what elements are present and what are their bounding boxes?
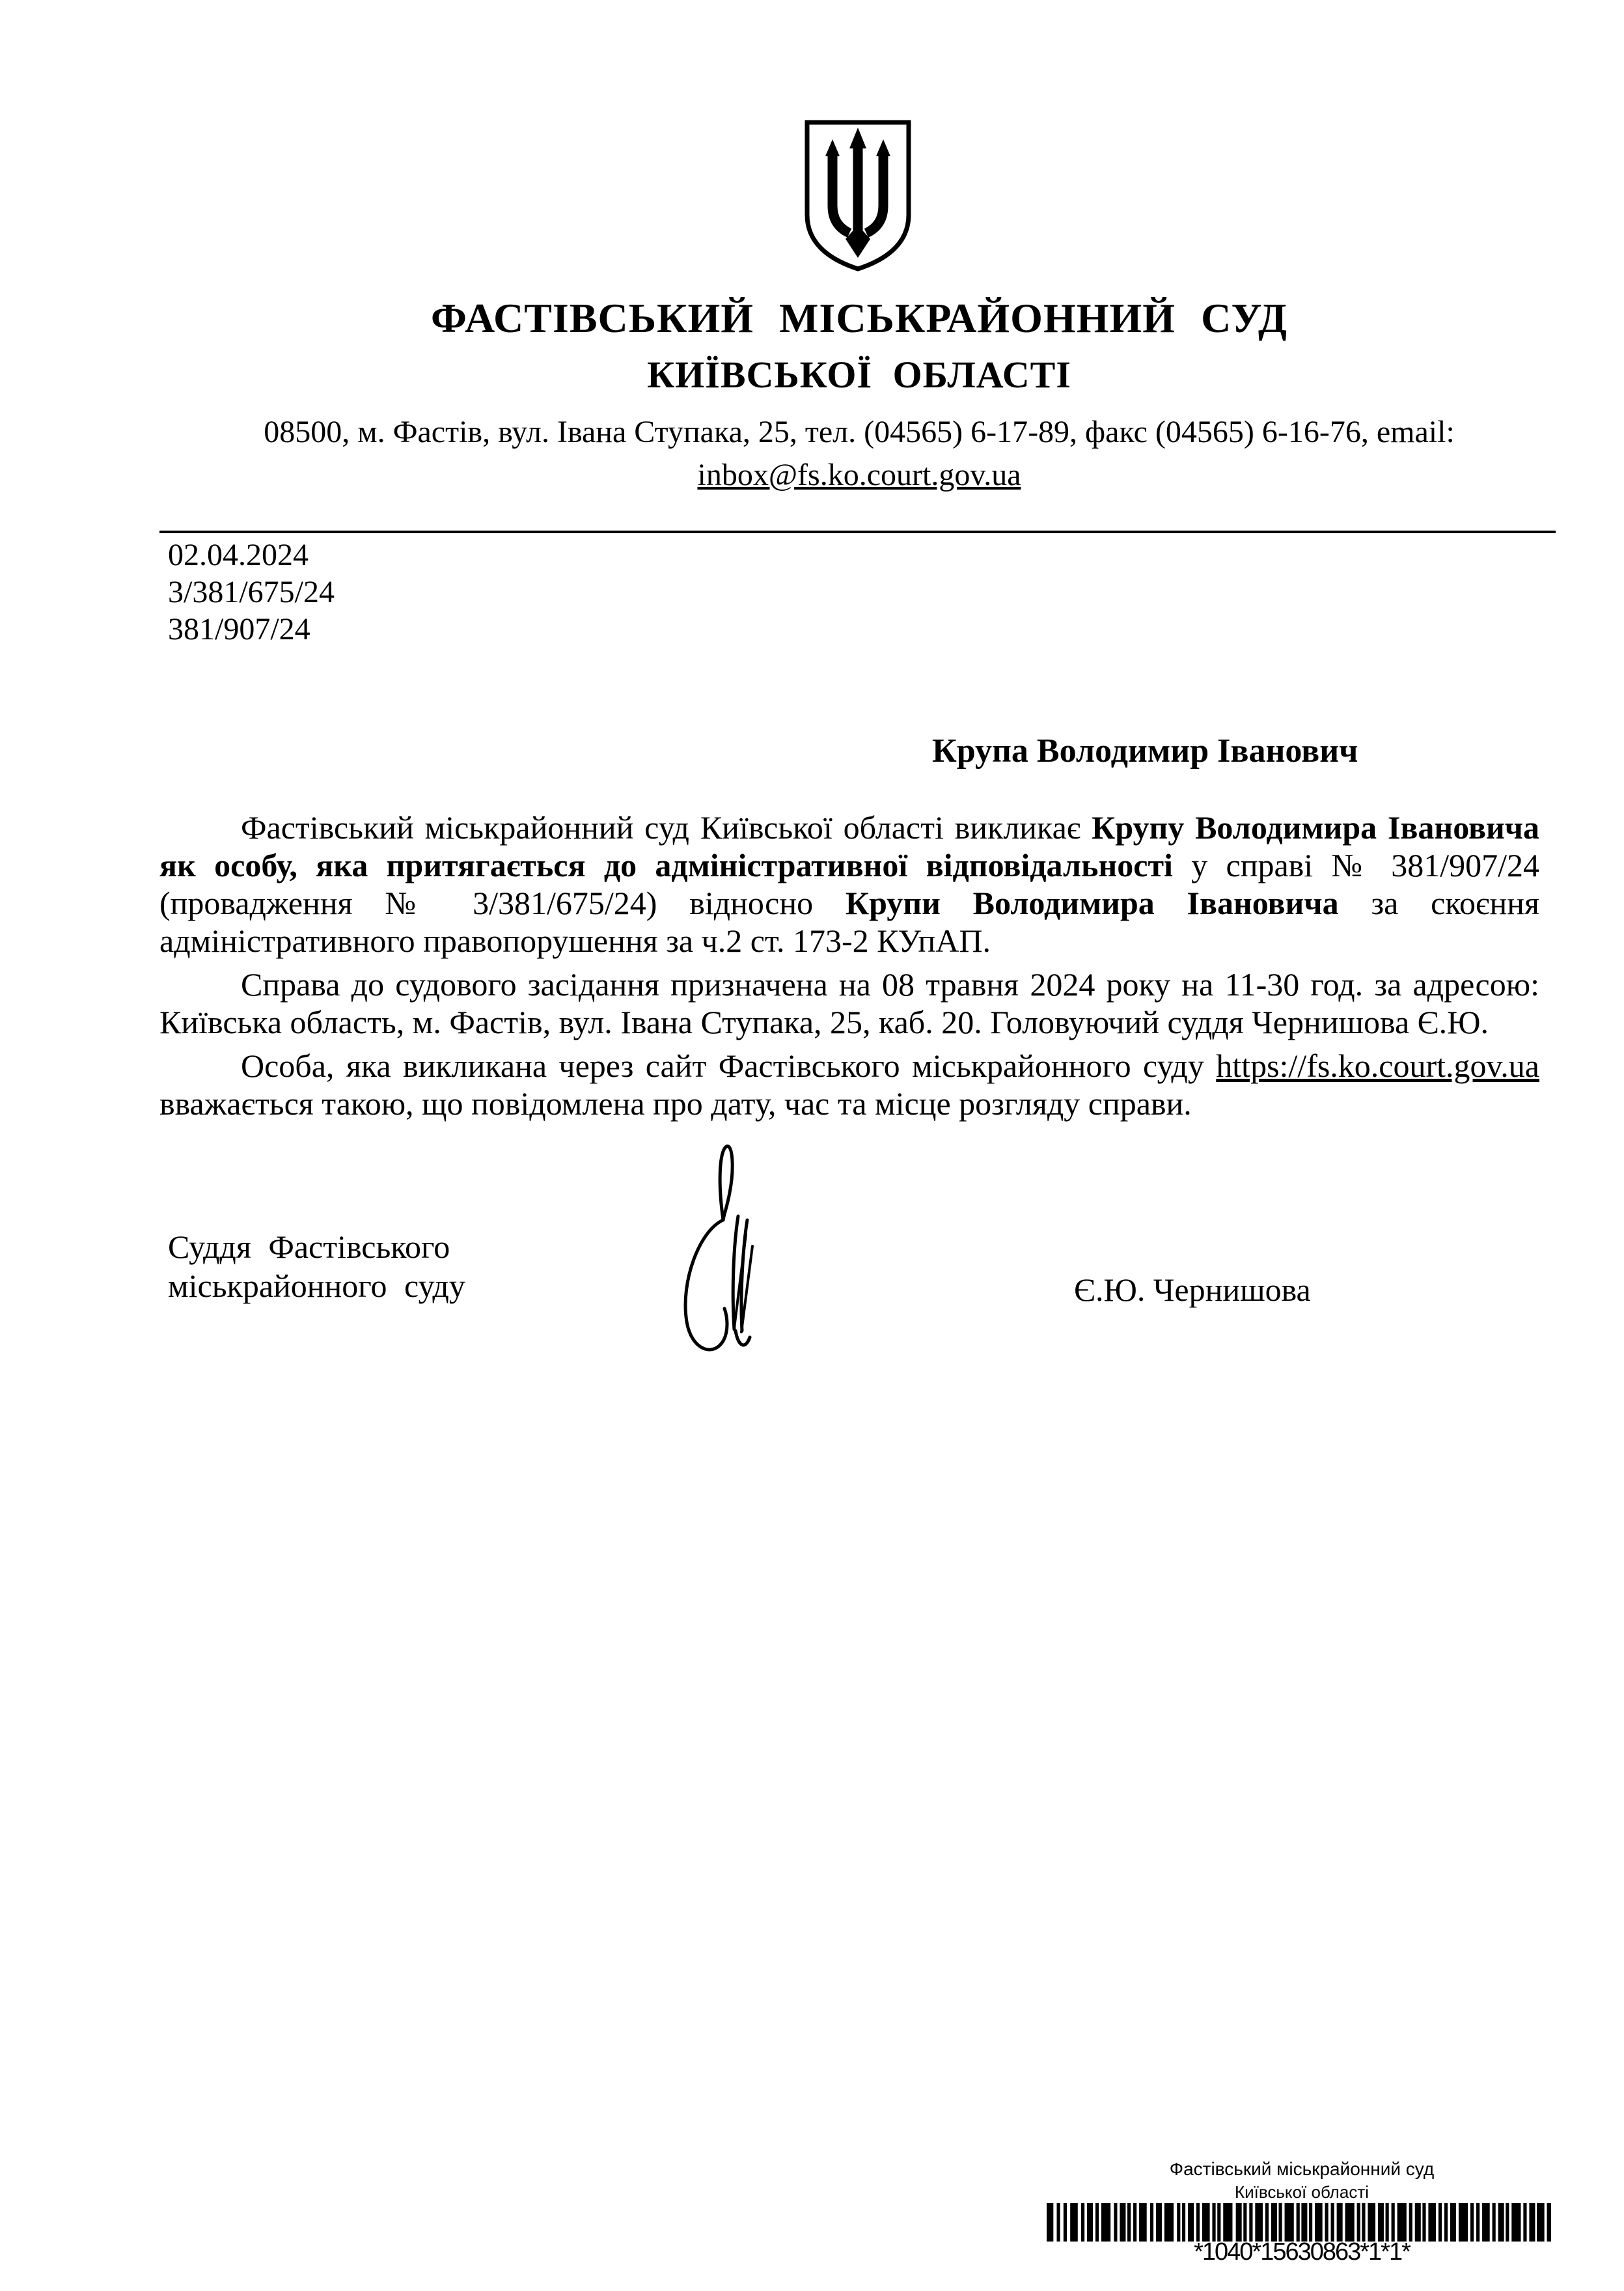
court-email-line — [94, 457, 1624, 493]
body-paragraph-hearing: Справа до судового засідання призначена на 08 травня 2024 року на 11-30 год. за адресою: Київська область, м. Фастів, вул. Івана Ступака, 25, каб. 20. Головуючий суддя Чернишова Є.Ю. — [159, 966, 1539, 1040]
handwritten-signature-icon — [661, 1141, 775, 1362]
code39-barcode-icon — [1047, 2203, 1551, 2242]
court-name-line2: КИЇВСЬКОЇ ОБЛАСТІ — [647, 354, 1071, 396]
body-paragraph-summons — [159, 809, 1539, 960]
barcode-text: *1040*15630863*1*1* — [1194, 2238, 1410, 2266]
judge-title-line1: Суддя Фастівського — [168, 1229, 450, 1265]
footer-court-name: Фастівський міськрайонний суд — [1169, 2159, 1435, 2179]
footer-court-region: Київської області — [1234, 2182, 1369, 2202]
judge-name: Є.Ю. Чернишова — [1074, 1271, 1311, 1308]
recipient-name: Крупа Володимир Іванович — [932, 732, 1358, 770]
document-body — [159, 809, 1539, 1128]
defendant-name-accusative: Крупу Володимира Івановича як особу, яка притягається до адміністративної відповідальності — [159, 809, 1539, 883]
body-text-segment: Особа, яка викликана через сайт Фастівського міськрайонного суду — [241, 1048, 1217, 1084]
court-address-line: 08500, м. Фастів, вул. Івана Ступака, 25, тел. (04565) 6-17-89, факс (04565) 6-16-76, email: — [264, 415, 1455, 449]
body-text-segment: за скоєння адміністративного правопорушення за ч.2 ст. 173-2 КУпАП. — [159, 885, 1539, 959]
court-name-line1: ФАСТІВСЬКИЙ МІСЬКРАЙОННИЙ СУД — [431, 295, 1287, 341]
judge-title-block — [168, 1227, 465, 1305]
reference-block — [168, 536, 335, 648]
body-text-segment: вважається такою, що повідомлена про дату, час та місце розгляду справи. — [159, 1085, 1192, 1122]
proceeding-number: 3/381/675/24 — [168, 575, 335, 609]
body-text-segment: у справі № 381/907/24 (провадження № 3/381/675/24) відносно — [159, 847, 1539, 921]
body-text-segment: Фастівський міськрайонний суд Київської області викликає — [241, 809, 1092, 846]
header-divider — [159, 531, 1556, 533]
judge-title-line2: міськрайонного суду — [168, 1268, 465, 1304]
court-website-link[interactable]: https://fs.ko.court.gov.ua — [1216, 1048, 1539, 1084]
court-email-link[interactable]: inbox@fs.ko.court.gov.ua — [697, 458, 1021, 492]
case-number: 381/907/24 — [168, 612, 310, 646]
coat-of-arms-of-ukraine-icon — [802, 118, 914, 272]
defendant-name-genitive: Крупи Володимира Івановича — [845, 885, 1339, 921]
document-date: 02.04.2024 — [168, 538, 309, 572]
body-paragraph-notice — [159, 1047, 1539, 1122]
